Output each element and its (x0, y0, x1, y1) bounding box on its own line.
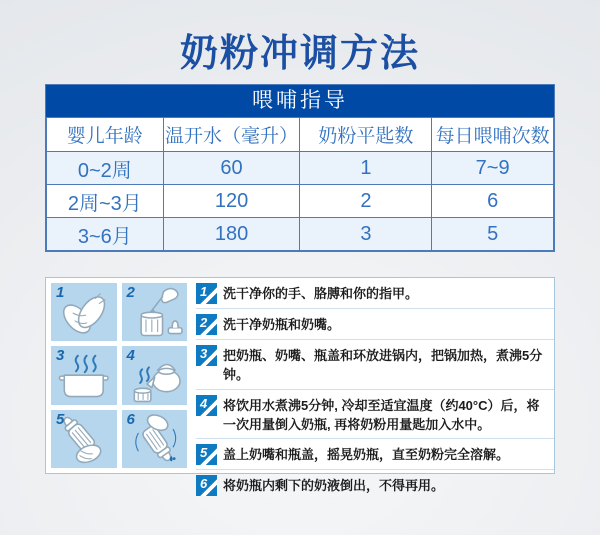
column-header-scoops: 奶粉平匙数 (300, 118, 432, 152)
table-cell: 60 (163, 152, 300, 185)
step-text: 洗干净奶瓶和奶嘴。 (223, 317, 341, 332)
step-row (196, 340, 554, 390)
step-number-badge: 1 (196, 283, 217, 304)
step-number-badge: 6 (196, 475, 217, 496)
step-text: 洗干净你的手、胳膊和你的指甲。 (223, 286, 419, 301)
illustration-boil-pot (51, 346, 117, 404)
table-row (47, 218, 554, 251)
tile-number: 2 (126, 284, 135, 301)
column-header-feedings: 每日喂哺次数 (432, 118, 554, 152)
step-number-badge: 5 (196, 444, 217, 465)
table-cell: 2 (300, 185, 432, 218)
step-text: 盖上奶嘴和瓶盖，摇晃奶瓶，直至奶粉完全溶解。 (223, 447, 510, 463)
page-title: 奶粉冲调方法 (179, 33, 420, 75)
step-row (196, 278, 554, 309)
table-cell: 6 (432, 185, 554, 218)
table-cell: 1 (300, 152, 432, 185)
feeding-guide-grid (46, 117, 554, 251)
instructions-panel (45, 277, 555, 494)
step-number-badge: 4 (196, 395, 217, 416)
step-text: 将饮用水煮沸5分钟, 冷却至适宜温度（约40°C）后，将一次用量倒入奶瓶, 再将奶粉用量匙加入水中。 (223, 397, 540, 432)
illustration-grid (46, 278, 192, 473)
table-cell: 2周~3月 (47, 185, 164, 218)
illustration-wash-hands (51, 283, 117, 341)
tile-number: 4 (126, 347, 135, 365)
table-cell: 120 (163, 185, 300, 218)
table-cell: 3 (300, 218, 432, 251)
step-text: 把奶瓶、奶嘴、瓶盖和环放进锅内，把锅加热，煮沸5分钟。 (223, 348, 543, 382)
tile-number: 3 (56, 347, 65, 365)
table-cell: 3~6月 (47, 218, 164, 251)
table-cell: 7~9 (432, 152, 554, 185)
illustration-clean-bottle (122, 283, 188, 341)
illustration-hold-bottle (51, 410, 117, 468)
table-row (47, 152, 554, 185)
instruction-steps (192, 278, 554, 494)
illustration-pour-kettle (122, 346, 188, 404)
table-row (47, 185, 554, 218)
tile-number: 6 (126, 410, 135, 428)
step-number-badge: 2 (196, 314, 217, 335)
table-header-row (47, 118, 554, 152)
table-cell: 0~2周 (47, 152, 164, 185)
feeding-guide-table (45, 84, 555, 252)
column-header-age: 婴儿年龄 (47, 118, 164, 152)
step-row (196, 470, 554, 500)
illustration-shake-bottle (122, 410, 188, 468)
step-row (196, 439, 554, 470)
table-cell: 5 (432, 218, 554, 251)
step-number-badge: 3 (196, 345, 217, 366)
column-header-water: 温开水（毫升） (163, 118, 300, 152)
step-row (196, 390, 554, 440)
table-title: 喂哺指导 (46, 85, 554, 117)
step-text: 将奶瓶内剩下的奶液倒出，不得再用。 (223, 478, 445, 494)
tile-number: 1 (56, 284, 65, 301)
step-row (196, 309, 554, 340)
tile-number: 5 (56, 410, 65, 428)
table-cell: 180 (163, 218, 300, 251)
